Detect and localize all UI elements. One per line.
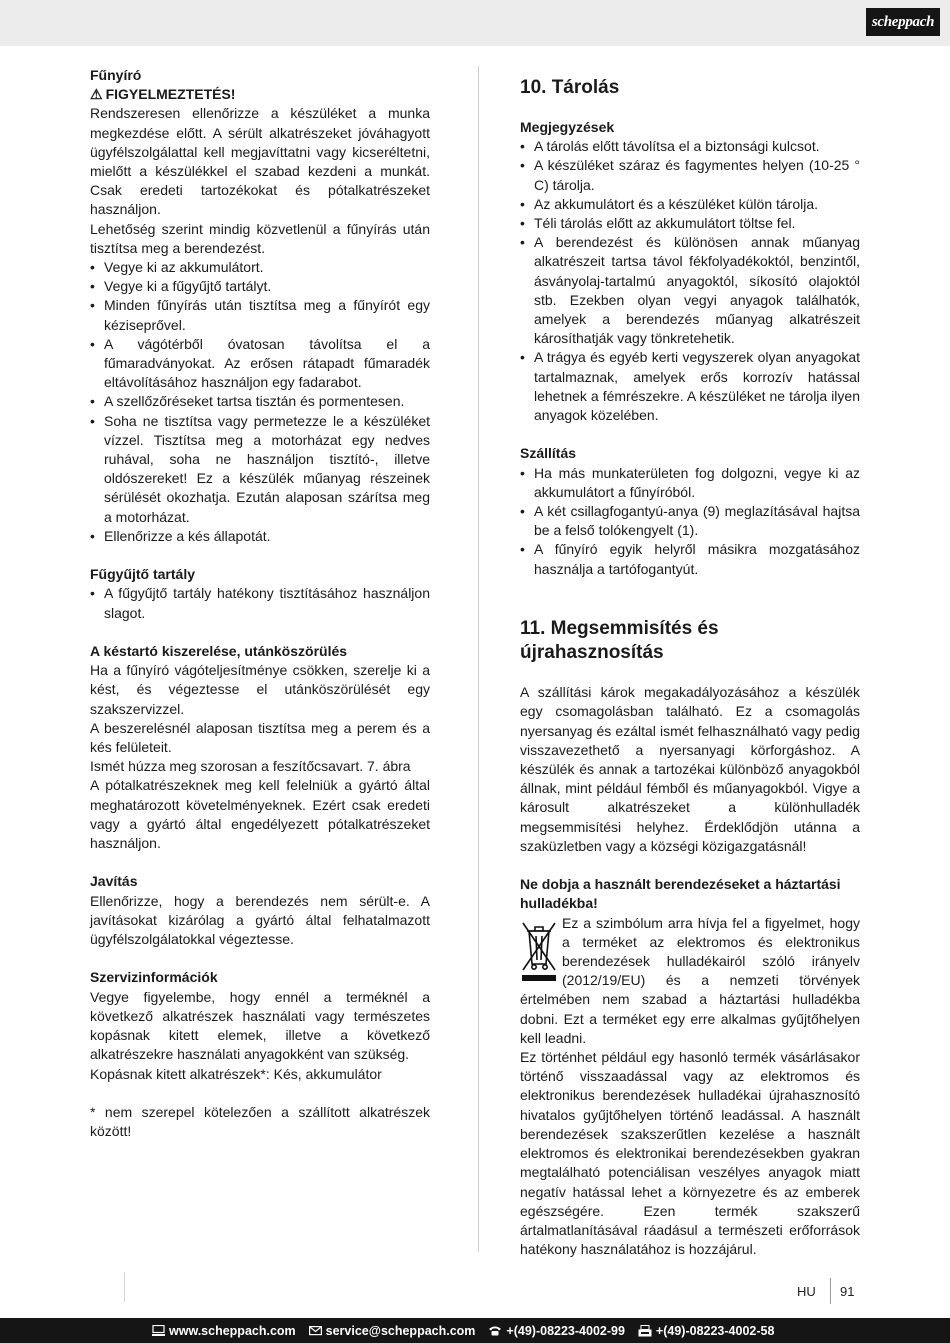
paragraph: Ellenőrizze, hogy a berendezés nem sérült-e. A javításokat kizárólag a gyártó által felhatalmazott ügyfélszolgálatokkal végeztesse. (90, 892, 430, 948)
warning-line (90, 85, 430, 104)
right-column (520, 76, 860, 1259)
section-title-disposal: 11. Megsemmisítés és újrahasznosítás (520, 618, 719, 664)
contact-email (309, 1324, 476, 1338)
subheading-weee: Ne dobja a használt berendezéseket a háztartási hulladékba! (520, 876, 841, 912)
email-link[interactable]: service@scheppach.com (325, 1323, 476, 1338)
page-number: 91 (840, 1284, 855, 1299)
list-item: • Minden fűnyírás után tisztítsa meg a fűnyírót egy kéziseprővel. (90, 296, 430, 334)
footnote: * nem szerepel kötelezően a szállított alkatrészek között! (90, 1103, 430, 1140)
fax-number: +(49)-08223-4002-58 (655, 1323, 775, 1338)
paragraph: Ha a fűnyíró vágóteljesítménye csökken, szerelje ki a kést, és végeztesse el utánköszörülését egy szakszervizzel. (90, 662, 430, 717)
transport-list (520, 464, 860, 579)
list-item: • A trágya és egyéb kerti vegyszerek olyan anyagokat tartalmaznak, amelyek erős korrozív hatással lehetnek a fémrészekre. A készüléket ne tárolja ilyen anyagok közelében. (520, 348, 860, 425)
list-item: • Az akkumulátort és a készüléket külön tárolja. (520, 195, 860, 214)
contact-web (152, 1324, 296, 1338)
section-title-storage: 10. Tárolás (520, 77, 620, 98)
grass-catcher-list (90, 584, 430, 622)
list-item: • Ha más munkaterületen fog dolgozni, vegye ki az akkumulátort a fűnyíróból. (520, 464, 860, 502)
paragraph: Ez történhet például egy hasonló termék vásárlásakor történő visszaadással vagy az elektromos és elektronikus berendezések hulladékai újrahasznosító hivatalos gyűjtőhelyen történő leadással. A használt berendezések szakszerűtlen kezelése a használt elektromos és elektronikai berendezésekben gyakran megtalálható potenciálisan veszélyes anyagok miatt negatív hatással lehet a környezetre és az emberek egészségére. Ezen termék szakszerű ártalmatlanításával ráadásul a természeti erőforrások hatékony használatához is hozzájárul. (520, 1049, 860, 1258)
section-heading-lawnmower: Fűnyíró (90, 67, 142, 83)
language-code: HU (797, 1284, 816, 1299)
paragraph: Kopásnak kitett alkatrészek*: Kés, akkumulátor (90, 1065, 382, 1082)
warning-label: FIGYELMEZTETÉS! (105, 86, 236, 103)
list-item: • A szellőzőréseket tartsa tisztán és pormentesen. (90, 392, 430, 411)
list-item: • A két csillagfogantyú-anya (9) meglazításával hajtsa be a felső tolókengyelt (1). (520, 502, 860, 540)
mail-icon (309, 1325, 322, 1336)
list-item: • A fűnyíró egyik helyről másikra mozgatásához használja a tartófogantyút. (520, 540, 860, 578)
section-heading-service-info: Szervizinformációk (90, 969, 218, 986)
computer-icon (152, 1325, 165, 1336)
contact-fax (638, 1324, 775, 1338)
list-item: • A tárolás előtt távolítsa el a biztonsági kulcsot. (520, 137, 860, 156)
storage-notes-list (520, 137, 860, 425)
column-divider (478, 66, 479, 1252)
paragraph: A szállítási károk megakadályozásához a készülék egy csomagolásban található. Ez a csomagolás nyersanyag és ezáltal ismét felhasználható vagy pedig visszavezethető a nyersanyagi körforgáshoz. A készülék és annak a tartozékai különböző anyagokból állnak, mint például fémből és műanyagokból. Vigye a károsult alkatrészeket a különhulladék megsemmisítési helyhez. Érdeklődjön utánna a szaküzletben vagy a községi közigazgatásnál! (520, 684, 860, 854)
subheading-transport: Szállítás (520, 445, 577, 462)
list-item: • Téli tárolás előtt az akkumulátort töltse fel. (520, 214, 860, 233)
page-number-separator (830, 1278, 831, 1304)
scheppach-logo: scheppach (866, 8, 940, 36)
website-link[interactable]: www.scheppach.com (169, 1323, 296, 1338)
list-item: • A vágótérből óvatosan távolítsa el a fűmaradványokat. Az erősen rátapadt fűmaradék eltávolításához használjon egy fadarabot. (90, 335, 430, 393)
phone-number: +(49)-08223-4002-99 (506, 1323, 625, 1338)
list-item: • Vegye ki a fűgyűjtő tartályt. (90, 277, 430, 296)
list-item: • Soha ne tisztítsa vagy permetezze le a készüléket vízzel. Tisztítsa meg a motorházat egy nedves ruhával, soha ne használjon tisztító-, illetve oldószereket! Ez a készülék műanyag részeinek sérülését okozhatja. Ezután alaposan szárítsa meg a motorházat. (90, 412, 430, 527)
list-item: • A készüléket száraz és fagymentes helyen (10-25 ° C) tárolja. (520, 156, 860, 194)
section-heading-grass-catcher: Fűgyűjtő tartály (90, 566, 196, 583)
fax-icon (638, 1325, 652, 1337)
section-heading-repair: Javítás (90, 873, 138, 890)
section-heading-blade: A késtartó kiszerelése, utánköszörülés (90, 643, 348, 660)
paragraph: Rendszeresen ellenőrizze a készüléket a munka megkezdése előtt. A sérült alkatrészeket jóváhagyott ügyfélszolgálattal kell megjavíttatni vagy kicseréltetni, mielőtt a készülékkel el szabad kezdeni a munkát. Csak eredeti tartozékokat és pótalkatrészeket használjon. (90, 105, 430, 218)
paragraph: A beszerelésnél alaposan tisztítsa meg a perem és a kés felületeit. (90, 719, 430, 756)
footer-separator (124, 1272, 125, 1302)
cleaning-list (90, 258, 430, 546)
paragraph: Ez a szimbólum arra hívja fel a figyelmet, hogy a terméket az elektromos és elektronikus berendezések hulladékairól szóló irányelv (2012/19/EU) és a nemzeti törvények értelmében nem szabad a háztartási hulladékba dobni. Ezt a terméket egy erre alkalmas gyűjtőhelyen kell leadni. (520, 914, 860, 1046)
phone-icon (488, 1325, 502, 1336)
crossed-out-bin-icon (520, 918, 558, 982)
list-item: • Vegye ki az akkumulátort. (90, 258, 430, 277)
contact-phone (488, 1324, 625, 1338)
paragraph: A pótalkatrészeknek meg kell felelniük a gyártó által meghatározott követelményeknek. Ezért csak eredeti vagy a gyártó által engedélyezett pótalkatrészeket használjon. (90, 777, 430, 852)
paragraph: Lehetőség szerint mindig közvetlenül a fűnyírás után tisztítsa meg a berendezést. (90, 220, 430, 256)
contact-bar (0, 1318, 950, 1343)
paragraph: Vegye figyelembe, hogy ennél a terméknél a következő alkatrészek használati vagy természetes kopásnak kitett elemek, illetve a következő alkatrészekre használati anyagokként van szükség. (90, 988, 430, 1063)
paragraph: Ismét húzza meg szorosan a feszítőcsavart. 7. ábra (90, 758, 411, 775)
list-item: • A berendezést és különösen annak műanyag alkatrészeit tartsa távol fékfolyadékoktól, benzintől, ásványolaj-tartalmú anyagoktól, síkosító olajoktól stb. Ezekben olyan vegyi anyagok találhatók, amelyek a berendezés műanyag alkatrészeit károsíthatják vagy tönkretehetik. (520, 233, 860, 348)
warning-triangle-icon: ⚠ (90, 86, 103, 103)
top-bar (0, 0, 950, 46)
weee-block (520, 914, 860, 1048)
list-item: • Ellenőrizze a kés állapotát. (90, 527, 430, 546)
subheading-notes: Megjegyzések (520, 119, 615, 135)
left-column (90, 66, 430, 1141)
list-item: • A fűgyűjtő tartály hatékony tisztításához használjon slagot. (90, 584, 430, 622)
